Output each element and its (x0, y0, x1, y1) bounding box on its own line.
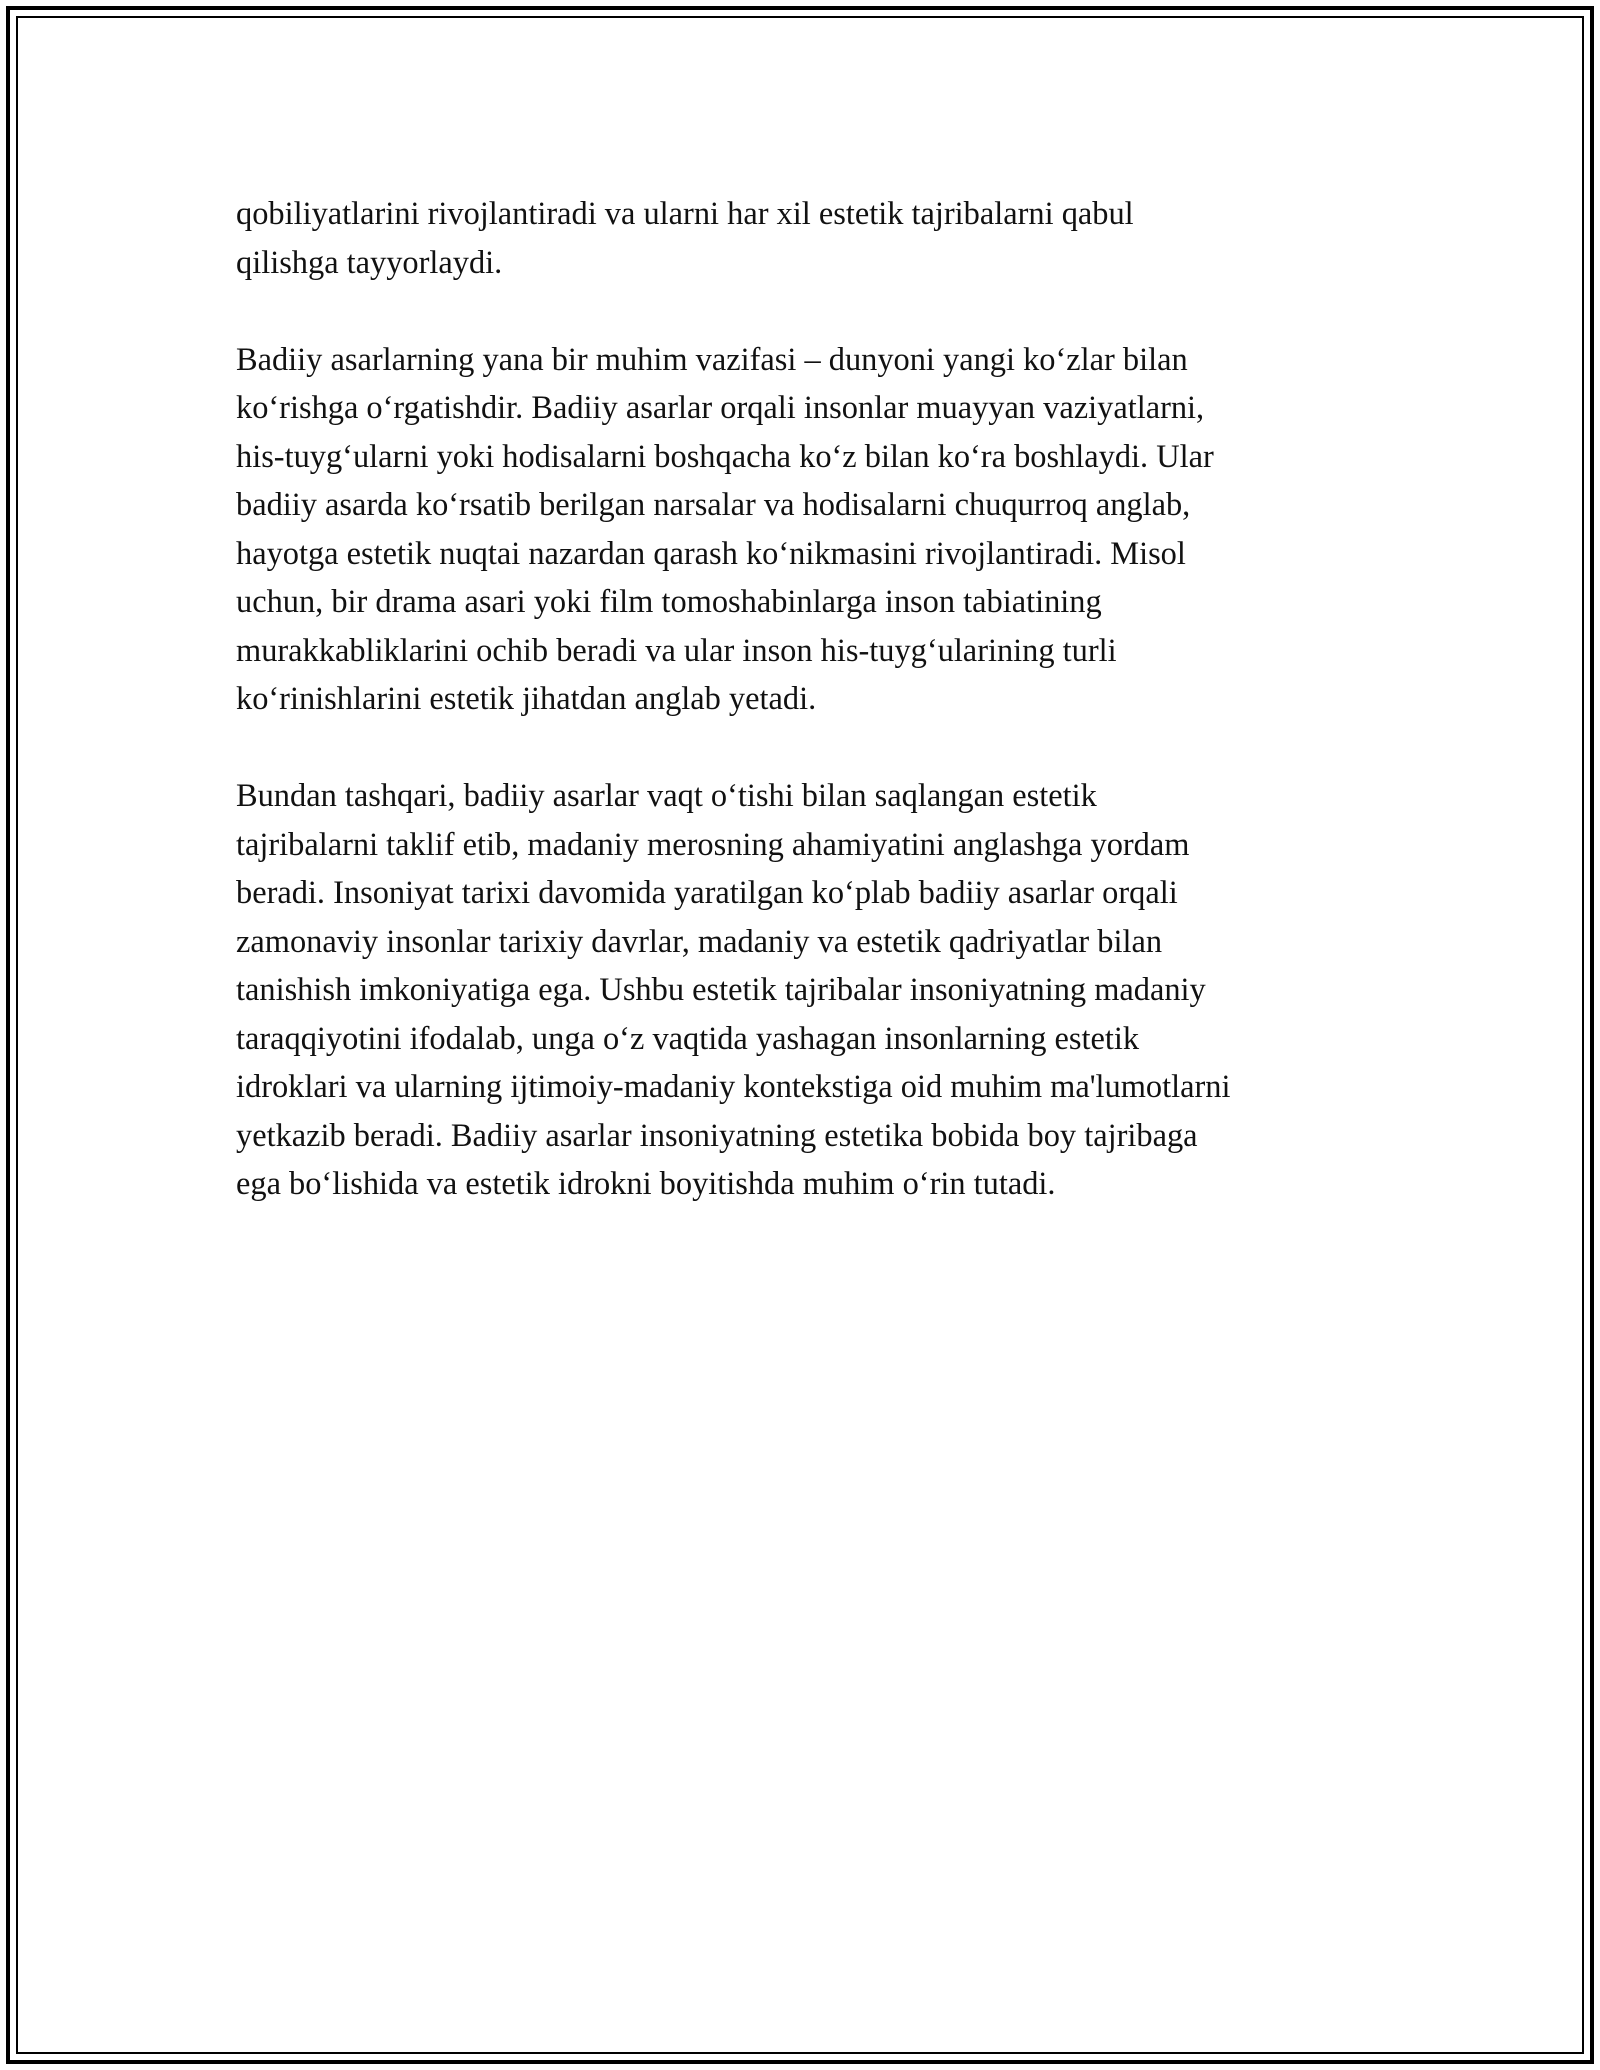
paragraph-line: tanishish imkoniyatiga ega. Ushbu estetik tajribalar insoniyatning madaniy (236, 972, 1206, 1008)
paragraph-line: zamonaviy insonlar tarixiy davrlar, madaniy va estetik qadriyatlar bilan (236, 923, 1163, 960)
paragraph-line: ega bo‘lishida va estetik idrokni boyitishda muhim o‘rin tutadi. (236, 1166, 1056, 1202)
paragraph-line: qilishga tayyorlaydi. (236, 244, 503, 281)
paragraph-line: taraqqiyotini ifodalab, unga o‘z vaqtida yashagan insonlarning estetik (236, 1020, 1140, 1057)
paragraph-line: yetkazib beradi. Badiiy asarlar insoniyatning estetika bobida boy tajribaga (236, 1117, 1198, 1154)
paragraph-line: idroklari va ularning ijtimoiy-madaniy kontekstiga oid muhim ma'lumotlarni (236, 1069, 1231, 1105)
paragraph-line: ko‘rishga o‘rgatishdir. Badiiy asarlar orqali insonlar muayyan vaziyatlarni, (236, 390, 1205, 426)
paragraph-line: hayotga estetik nuqtai nazardan qarash ko‘nikmasini rivojlantiradi. Misol (236, 535, 1186, 572)
paragraph-line: his-tuyg‘ularni yoki hodisalarni boshqacha ko‘z bilan ko‘ra boshlaydi. Ular (236, 438, 1214, 475)
paragraph-1 (236, 190, 1371, 287)
paragraph-line: badiiy asarda ko‘rsatib berilgan narsalar va hodisalarni chuqurroq anglab, (236, 487, 1191, 523)
paragraph-3 (236, 772, 1371, 1209)
paragraph-line: ko‘rinishlarini estetik jihatdan anglab yetadi. (236, 681, 817, 717)
paragraph-line: tajribalarni taklif etib, madaniy merosning ahamiyatini anglashga yordam (236, 826, 1190, 863)
paragraph-line: qobiliyatlarini rivojlantiradi va ularni har xil estetik tajribalarni qabul (236, 196, 1134, 232)
paragraph-2 (236, 336, 1371, 724)
paragraph-line: Badiiy asarlarning yana bir muhim vazifasi – dunyoni yangi ko‘zlar bilan (236, 341, 1188, 378)
paragraph-line: uchun, bir drama asari yoki film tomoshabinlarga inson tabiatining (236, 584, 1102, 620)
paragraph-line: Bundan tashqari, badiiy asarlar vaqt o‘tishi bilan saqlangan estetik (236, 778, 1097, 814)
paragraph-line: murakkabliklarini ochib beradi va ular inson his-tuyg‘ularining turli (236, 632, 1117, 669)
paragraph-line: beradi. Insoniyat tarixi davomida yaratilgan ko‘plab badiiy asarlar orqali (236, 875, 1178, 911)
document-body (236, 190, 1371, 1257)
